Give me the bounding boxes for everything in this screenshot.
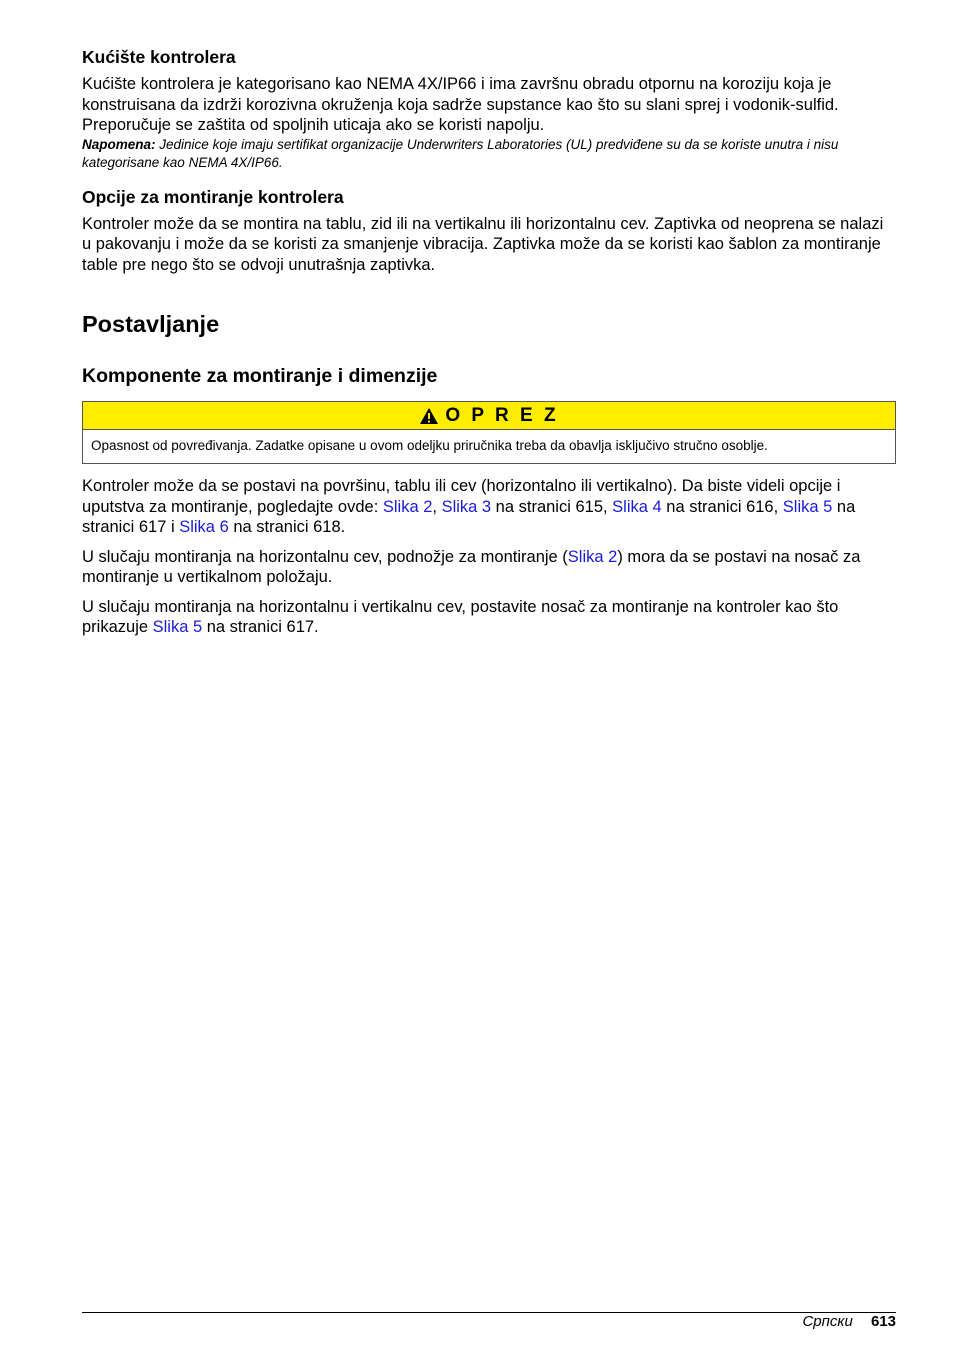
paragraph-mounting-options [82, 476, 896, 538]
installation-body [82, 476, 896, 638]
caution-title: O P R E Z [445, 404, 559, 426]
text-run: na stranici 616, [661, 497, 783, 516]
paragraph-horizontal-pipe [82, 547, 896, 588]
warning-triangle-icon [419, 407, 439, 425]
paragraph-horizontal-vertical-pipe [82, 597, 896, 638]
text-run: na stranici 618. [228, 518, 346, 536]
page-content [82, 46, 896, 638]
link-slika-5[interactable]: Slika 5 [152, 618, 203, 636]
note-label: Napomena: [82, 136, 156, 152]
caution-text: Opasnost od povređivanja. Zadatke opisane u ovom odeljku priručnika treba da obavlja isključivo stručno osoblje. [91, 438, 768, 453]
link-slika-4[interactable]: Slika 4 [612, 497, 662, 516]
caution-box [82, 401, 896, 464]
housing-heading: Kućište kontrolera [82, 47, 236, 67]
note-text: Jedinice koje imaju sertifikat organizacije Underwriters Laboratories (UL) predviđene su da se koriste unutra i nisu kategorisane kao NEMA 4X/IP66. [82, 136, 839, 170]
housing-text: Kućište kontrolera je kategorisano kao NEMA 4X/IP66 i ima završnu obradu otpornu na koroziju koja je konstruisana da izdrži korozivna okruženja koja sadrže supstance kao što su slani sprej i vodonik-sulfid. Preporučuje se zaštita od spoljnih uticaja ako se koristi napolju. [82, 75, 839, 134]
text-run: na stranici 615, [491, 497, 613, 516]
page-number: 613 [870, 1313, 896, 1330]
text-run: ) mora da se postavi na nosač za montiranje u vertikalnom položaju. [82, 547, 861, 586]
text-run: , [432, 497, 442, 516]
link-slika-3[interactable]: Slika 3 [441, 497, 492, 516]
components-subheading: Komponente za montiranje i dimenzije [82, 365, 438, 387]
footer-language: Српски [802, 1313, 853, 1330]
link-slika-5[interactable]: Slika 5 [782, 497, 833, 516]
text-run: Kontroler može da se postavi na površinu, tablu ili cev (horizontalno ili vertikalno). Da biste videli opcije i uputstva za montiranje, pogledajte ovde: [82, 477, 841, 516]
page-footer [802, 1312, 896, 1332]
text-run: U slučaju montiranja na horizontalnu cev, podnožje za montiranje ( [82, 547, 568, 566]
caution-header [83, 402, 895, 430]
link-slika-2[interactable]: Slika 2 [382, 497, 433, 516]
installation-heading: Postavljanje [82, 311, 220, 337]
text-run: na stranici 617 i [82, 497, 856, 536]
link-slika-6[interactable]: Slika 6 [179, 518, 229, 536]
footer-divider [82, 1312, 896, 1313]
text-run: U slučaju montiranja na horizontalnu i vertikalnu cev, postavite nosač za montiranje na kontroler kao što prikazuje [82, 597, 839, 636]
mounting-options-text: Kontroler može da se montira na tablu, zid ili na vertikalnu ili horizontalnu cev. Zaptivka od neoprena se nalazi u pakovanju i može da se koristi za smanjenje vibracija. Zaptivka može da se koristi kao šablon za montiranje table pre nego što se odvoji unutrašnja zaptivka. [82, 214, 884, 274]
mounting-options-heading: Opcije za montiranje kontrolera [82, 186, 344, 207]
housing-note [82, 136, 896, 172]
link-slika-2[interactable]: Slika 2 [567, 547, 618, 566]
text-run: na stranici 617. [202, 618, 319, 636]
